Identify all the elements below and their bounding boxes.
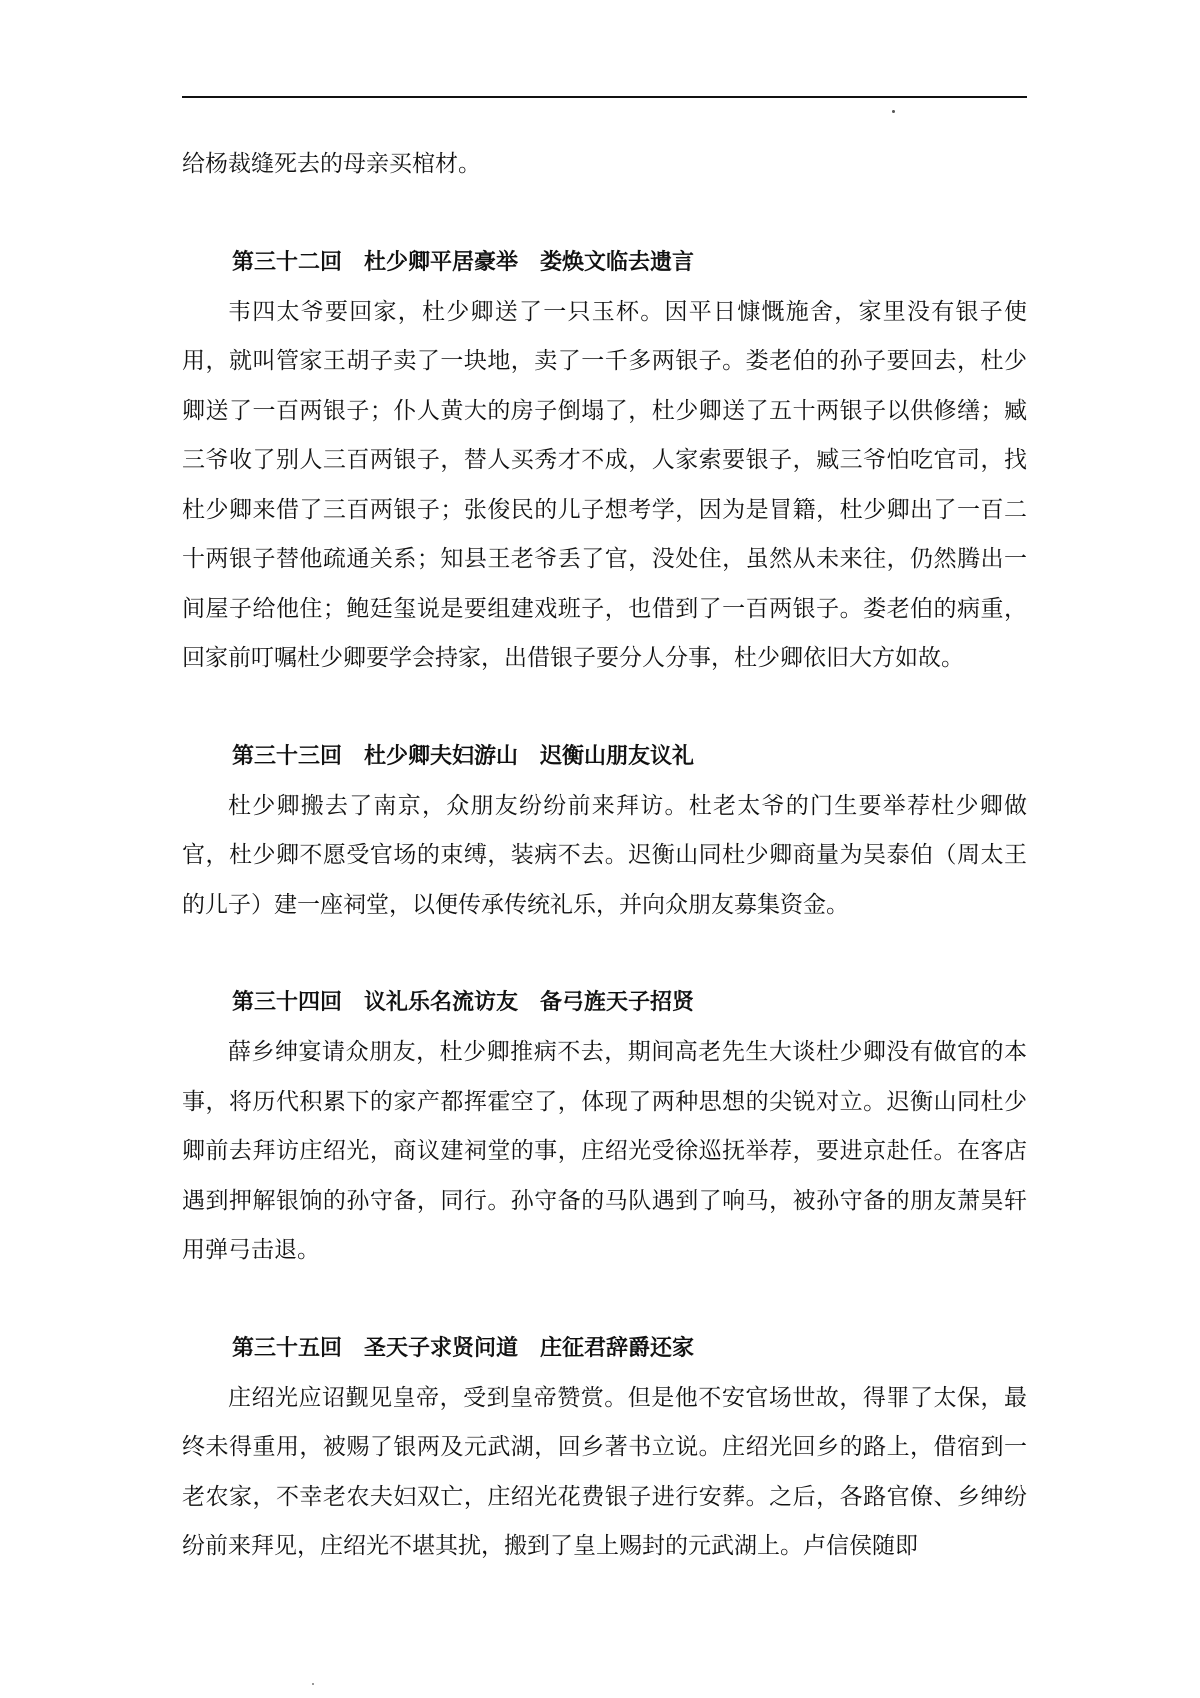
chapter-32-body: 韦四太爷要回家，杜少卿送了一只玉杯。因平日慷慨施舍，家里没有银子使用，就叫管家王胡子卖了一块地，卖了一千多两银子。娄老伯的孙子要回去，杜少卿送了一百两银子；仆人黄大的房子倒塌了，杜少卿送了五十两银子以供修缮；臧三爷收了别人三百两银子，替人买秀才不成，人家索要银子，臧三爷怕吃官司，找杜少卿来借了三百两银子；张俊民的儿子想考学，因为是冒籍，杜少卿出了一百二十两银子替他疏通关系；知县王老爷丢了官，没处住，虽然从未来往，仍然腾出一间屋子给他住；鲍廷玺说是要组建戏班子，也借到了一百两银子。娄老伯的病重，回家前叮嘱杜少卿要学会持家，出借银子要分人分事，杜少卿依旧大方如故。 <box>182 298 1027 671</box>
chapter-33-body: 杜少卿搬去了南京，众朋友纷纷前来拜访。杜老太爷的门生要举荐杜少卿做官，杜少卿不愿受官场的束缚，装病不去。迟衡山同杜少卿商量为吴泰伯（周太王的儿子）建一座祠堂，以便传承传统礼乐，并向众朋友募集资金。 <box>182 792 1027 918</box>
chapter-34-body: 薛乡绅宴请众朋友，杜少卿推病不去，期间高老先生大谈杜少卿没有做官的本事，将历代积累下的家产都挥霍空了，体现了两种思想的尖锐对立。迟衡山同杜少卿前去拜访庄绍光，商议建祠堂的事，庄绍光受徐巡抚举荐，要进京赴任。在客店遇到押解银饷的孙守备，同行。孙守备的马队遇到了响马，被孙守备的朋友萧昊轩用弹弓击退。 <box>182 1039 1027 1263</box>
header-rule <box>182 96 1027 98</box>
chapter-35-body: 庄绍光应诏觐见皇帝，受到皇帝赞赏。但是他不安官场世故，得罪了太保，最终未得重用，被赐了银两及元武湖，回乡著书立说。庄绍光回乡的路上，借宿到一老农家，不幸老农夫妇双亡，庄绍光花费银子进行安葬。之后，各路官僚、乡绅纷纷前来拜见，庄绍光不堪其扰，搬到了皇上赐封的元武湖上。卢信侯随即 <box>182 1384 1027 1559</box>
chapter-35-title: 第三十五回 圣天子求贤问道 庄征君辞爵还家 <box>232 1335 695 1361</box>
document-body <box>182 140 1027 1572</box>
chapter-34-title: 第三十四回 议礼乐名流访友 备弓旌天子招贤 <box>232 990 695 1015</box>
chapter-32-title: 第三十二回 杜少卿平居豪举 娄焕文临去遗言 <box>232 249 695 275</box>
chapter-33-title: 第三十三回 杜少卿夫妇游山 迟衡山朋友议礼 <box>232 743 695 769</box>
footer-mark <box>312 1683 314 1685</box>
opening-paragraph: 给杨裁缝死去的母亲买棺材。 <box>182 151 481 177</box>
header-mark <box>892 110 895 113</box>
